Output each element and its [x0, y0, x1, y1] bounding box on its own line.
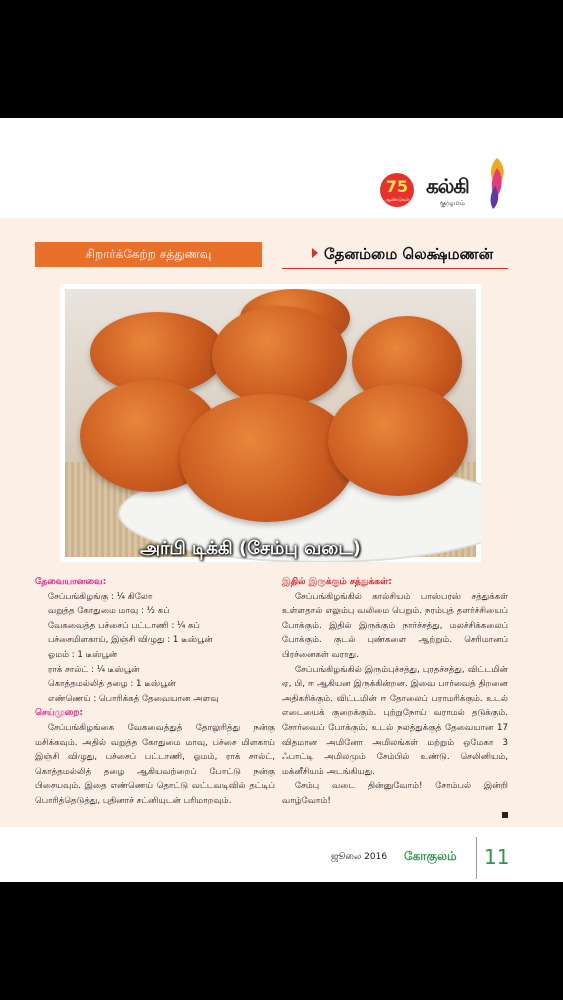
section-label: சிறார்க்கேற்ற சத்துணவு [35, 242, 262, 267]
vadai-image [180, 394, 355, 522]
right-column [282, 575, 508, 823]
method-text: சேப்பங்கிழங்கை வேகவைத்துத் தோலுரித்து நன்கு மசிக்கவும். அதில் வறுத்த கோதுமை மாவு, பச்சை மிளகாய் இஞ்சி விழுது, பச்சைப் பட்டாணி, ஓமம், ராக் சால்ட், கொத்தமல்லித் தழை ஆகியவற்றைப் போட்டு நன்கு பிசையவும். இதை எண்ணெய் தொட்டு வட்டவடிவில் தட்டிப் பொரித்தெடுத்து, புதினாச் சட்னியுடன் பரிமாறவும். [35, 722, 275, 806]
recipe-photo [60, 284, 481, 562]
magazine-name: கோகுலம் [404, 849, 457, 863]
vadai-image [212, 306, 347, 406]
ingredient-item: ஓமம் : 1 டீஸ்பூன் [48, 649, 118, 660]
ingredient-item: சேப்பங்கிழங்கு : ¼ கிலோ [48, 591, 153, 602]
nutrition-paragraph: சேப்பங்கிழங்கில் இரும்புச்சத்து, புரதச்சத்து, விட்டமின் ஏ, பி, ஈ ஆகியன இருக்கின்றன. இவை பார்வைத் திறனை அதிகரிக்கும். விட்டமின் ஈ தோலைப் பராமரிக்கும். உடல் எடையைக் குறைக்கும். புற்றுநோய் வராமல் தடுக்கும். சோர்வைப் போக்கும். உடல் நலத்துக்குத் தேவையான 17 விதமான அமினோ அமிலங்கள் மற்றும் ஒமேகா 3 ஃபாட்டி அமிலமும் சேம்பில் உண்டு. செலினியம், மக்னீசியம் அடங்கியது. [282, 664, 508, 777]
ingredient-item: ராக் சால்ட் : ¼ டீஸ்பூன் [48, 664, 140, 675]
end-mark-wrap [282, 809, 508, 824]
footer-divider [476, 837, 477, 879]
brand-name: கல்கி [426, 174, 469, 198]
recipe-title: அர்பி டிக்கி (சேம்பு வடை) [140, 538, 361, 559]
nutrition-paragraph: சேப்பங்கிழங்கில் கால்சியம் பாஸ்பரஸ் சத்துக்கள் உள்ளதால் எலும்பு வலிமை பெறும். நரம்புத் தளர்ச்சியைப் போக்கும். இதில் இருக்கும் நார்ச்சத்து, மலச்சிக்கலைப் போக்கும். குடல் புண்களை ஆற்றும். செரிமானப் பிரச்னைகள் வராது. [282, 591, 508, 660]
ingredient-item: வேகவைத்த பச்சைப் பட்டாணி : ¼ கப் [48, 620, 200, 631]
method-heading: செய்முறை: [35, 708, 83, 719]
anniversary-badge [380, 173, 414, 207]
page-number: 11 [484, 845, 510, 869]
magazine-page [0, 118, 563, 882]
ingredient-item: எண்ணெய் : பொரிக்கத் தேவையான அளவு [48, 693, 219, 704]
ingredient-item: கொத்தமல்லித் தழை : 1 டீஸ்பூன் [48, 679, 176, 690]
badge-number: 75 [385, 177, 409, 196]
page-footer [0, 827, 563, 882]
nutrition-paragraph: சேம்பு வடை தின்னுவோம்! சோம்பல் இன்றி வாழ்வோம்! [282, 781, 508, 806]
brand-subtitle: குழுமம் [440, 199, 465, 207]
author-arrow-icon [312, 248, 318, 258]
ingredient-item: பச்சைமிளகாய், இஞ்சி விழுது : 1 டீஸ்பூன் [48, 635, 213, 646]
issue-date: ஜூலை 2016 [331, 852, 388, 862]
brand-logo-icon [486, 156, 508, 210]
ingredients-heading: தேவையானவை: [35, 577, 107, 587]
masthead [0, 118, 563, 218]
badge-sub: ஆண்டுகள் [384, 197, 410, 203]
ingredient-item: வறுத்த கோதுமை மாவு : ½ கப் [48, 606, 170, 617]
author-divider [282, 268, 508, 269]
end-square-icon [502, 812, 508, 818]
nutrition-heading: இதில் இருக்கும் சத்துக்கள்: [282, 577, 392, 587]
article-area [0, 218, 563, 827]
vadai-image [328, 384, 468, 496]
author-name: தேனம்மை லெக்ஷ்மணன் [324, 245, 494, 263]
left-column [35, 575, 275, 809]
